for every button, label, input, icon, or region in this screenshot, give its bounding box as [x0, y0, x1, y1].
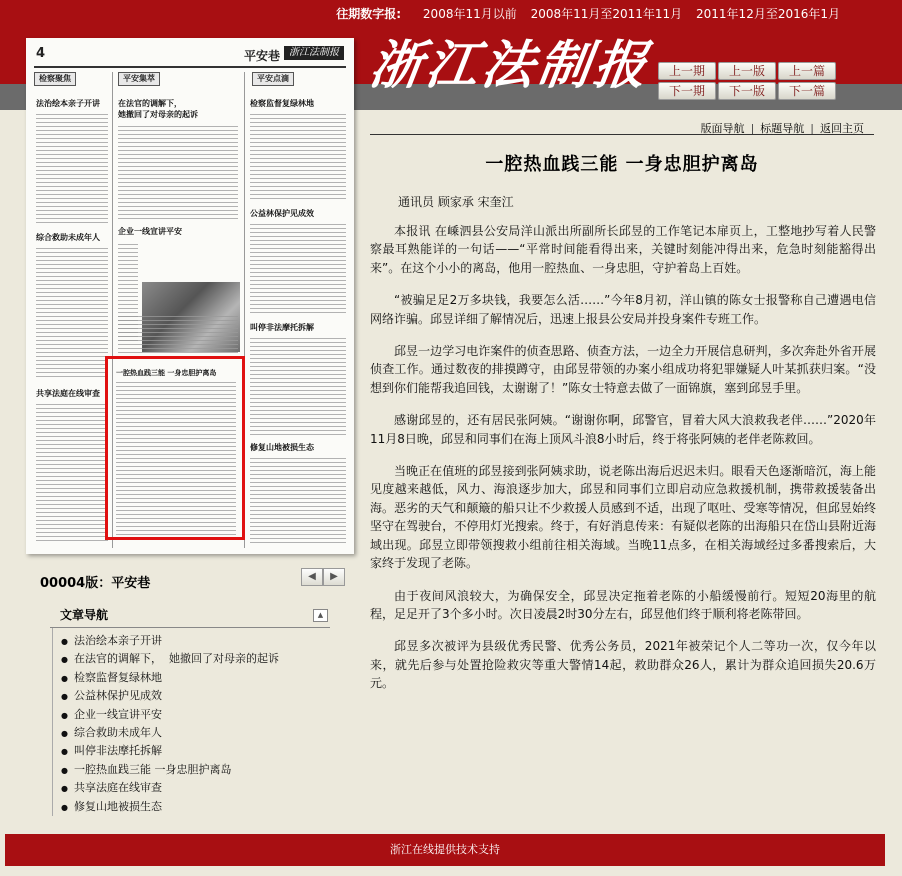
- bullet-icon: ●: [61, 802, 68, 812]
- prev-page-arrow-icon[interactable]: ◀: [301, 568, 323, 586]
- page-text-block: [250, 224, 346, 314]
- article-byline: 通讯员 顾家承 宋奎江: [398, 195, 514, 209]
- catalog-item[interactable]: ● 修复山地被损生态: [61, 799, 162, 813]
- current-article-highlight[interactable]: [105, 356, 245, 540]
- page-article-title[interactable]: 修复山地被损生态: [250, 443, 314, 452]
- article-paragraph: “被骗足足2万多块钱，我要怎么活……”今年8月初，洋山镇的陈女士报警称自己遭遇电信网络诈骗。邱昱详细了解情况后，迅速上报县公安局并投身案件专班工作。: [370, 293, 876, 326]
- bullet-icon: ●: [61, 673, 68, 683]
- prev-page-button[interactable]: 上一版: [718, 62, 776, 80]
- article-paragraph: 邱昱多次被评为县级优秀民警、优秀公务员，2021年被荣记个人二等功一次，仅今年以来，就先后参与处置抢险救灾等重大警情14起，救助群众26人，累计为群众追回损失20.6万元。: [370, 639, 876, 691]
- page-section-name: 平安巷: [243, 49, 280, 63]
- bullet-icon: ●: [61, 655, 68, 665]
- archive-bar: [0, 0, 902, 24]
- page-header: [34, 44, 346, 68]
- archive-label: 往期数字报:: [336, 7, 402, 21]
- catalog-item[interactable]: ● 一腔热血践三能 一身忠胆护离岛: [61, 762, 232, 776]
- page-article-title[interactable]: 检察监督复绿林地: [250, 99, 314, 108]
- collapse-icon[interactable]: ▲: [313, 609, 328, 622]
- home-link[interactable]: 返回主页: [820, 122, 864, 135]
- prev-article-button[interactable]: 上一篇: [778, 62, 836, 80]
- page-article-title[interactable]: 在法官的调解下， 她撤回了对母亲的起诉: [118, 99, 198, 119]
- page-text-block: [36, 114, 108, 224]
- page-article-title[interactable]: 叫停非法摩托拆解: [250, 323, 314, 332]
- bullet-icon: ●: [61, 765, 68, 775]
- bullet-icon: ●: [61, 692, 68, 702]
- archive-link-pre2008[interactable]: 2008年11月以前: [422, 7, 517, 21]
- catalog-item[interactable]: ● 检察监督复绿林地: [61, 670, 162, 684]
- page-tag: 平安点滴: [252, 72, 294, 86]
- page-article-title[interactable]: 企业一线宣讲平安: [118, 227, 182, 236]
- page-text-block: [36, 404, 108, 544]
- page-number: 4: [36, 46, 46, 61]
- article-body: [370, 222, 876, 707]
- page-article-title[interactable]: 综合救助未成年人: [36, 233, 100, 242]
- article-paragraph: 当晚正在值班的邱昱接到张阿姨求助，说老陈出海后迟迟未归。眼看天色逐渐暗沉，海上能见度越来越低，风力、海浪逐步加大，邱昱和同事们立即启动应急救援机制，携带救援装备出海。恶劣的天气和颠簸的船只让不少救援人员感到不适，出现了呕吐、受寒等情况，但邱昱始终坚守在驾驶台，不停用灯光搜索。终于，有好消息传来：有疑似老陈的出海船只在岱山县附近海域出现。邱昱立即带领搜救小组前往相关海域。当晚11点多，在相关海域经过多番搜索后，大家终于发现了老陈。: [370, 464, 876, 571]
- page-article-title[interactable]: 一腔热血践三能 一身忠胆护离岛: [116, 369, 217, 377]
- article-paragraph: 感谢邱昱的，还有居民张阿姨。“谢谢你啊，邱警官，冒着大风大浪救我老伴……”2020年11月8日晚，邱昱和同事们在海上顶风斗浪8小时后，终于将张阿姨的老伴老陈救回。: [370, 413, 876, 446]
- bullet-icon: ●: [61, 729, 68, 739]
- bullet-icon: ●: [61, 637, 68, 646]
- next-page-arrow-icon[interactable]: ▶: [323, 568, 345, 586]
- archive-link-2011-2016[interactable]: 2011年12月至2016年1月: [696, 7, 840, 21]
- masthead-logo: 浙江法制报: [365, 35, 655, 96]
- next-issue-button[interactable]: 下一期: [658, 82, 716, 100]
- page-article-title[interactable]: 法治绘本亲子开讲: [36, 99, 100, 108]
- title-nav-link[interactable]: 标题导航: [760, 122, 805, 135]
- catalog-item[interactable]: ● 公益林保护见成效: [61, 689, 162, 703]
- page-text-block: [118, 126, 238, 222]
- article-paragraph: 由于夜间风浪较大，为确保安全，邱昱决定拖着老陈的小船缓慢前行。短短20海里的航程，足足开了3个多小时。次日凌晨2时30分左右，邱昱他们终于顺利将老陈带回。: [370, 588, 876, 621]
- article-catalog: [50, 603, 330, 816]
- article-paragraph: 本报讯 在嵊泗县公安局洋山派出所副所长邱昱的工作笔记本扉页上，工整地抄写着人民警察最耳熟能详的一句话——“平常时间能看得出来，关键时刻能冲得出来，危急时刻能豁得出来”。在这个小小的离岛，他用一腔热血、一身忠胆，守护着岛上百姓。: [370, 224, 876, 275]
- catalog-item[interactable]: ● 法治绘本亲子开讲: [61, 634, 162, 647]
- divider: [370, 134, 874, 135]
- catalog-item[interactable]: ● 叫停非法摩托拆解: [61, 744, 162, 758]
- page-tag: 检察聚焦: [34, 72, 76, 86]
- page-tag: 平安集萃: [118, 72, 160, 86]
- catalog-item[interactable]: ● 综合救助未成年人: [61, 726, 162, 740]
- article-title: 一腔热血践三能 一身忠胆护离岛: [485, 154, 759, 175]
- catalog-heading: [50, 603, 330, 628]
- catalog-item[interactable]: ● 共享法庭在线审查: [61, 781, 162, 795]
- page-article-title[interactable]: 共享法庭在线审查: [36, 389, 100, 398]
- page-text-block: [250, 114, 346, 200]
- page-text-block: [118, 316, 238, 356]
- page-text-block: [250, 338, 346, 438]
- bullet-icon: ●: [61, 747, 68, 757]
- catalog-item[interactable]: ● 企业一线宣讲平安: [61, 707, 162, 721]
- catalog-item[interactable]: ● 在法官的调解下， 她撤回了对母亲的起诉: [61, 652, 279, 666]
- prev-issue-button[interactable]: 上一期: [658, 62, 716, 80]
- page-text-block: [36, 248, 108, 378]
- catalog-list: [52, 628, 330, 816]
- next-page-button[interactable]: 下一版: [718, 82, 776, 100]
- page-logo: 浙江法制报: [284, 46, 344, 60]
- layout-nav-link[interactable]: 版面导航: [700, 122, 745, 135]
- next-article-button[interactable]: 下一篇: [778, 82, 836, 100]
- bullet-icon: ●: [61, 784, 68, 794]
- page-text-block: [250, 458, 346, 544]
- edition-label: 00004版：平安巷: [40, 576, 151, 591]
- bullet-icon: ●: [61, 710, 68, 720]
- archive-link-2008-2011[interactable]: 2008年11月至2011年11月: [530, 7, 683, 21]
- page-article-title[interactable]: 公益林保护见成效: [250, 209, 314, 218]
- footer: 浙江在线提供技术支持: [5, 834, 885, 866]
- article-paragraph: 邱昱一边学习电诈案件的侦查思路、侦查方法，一边全力开展信息研判，多次奔赴外省开展侦查工作。通过数夜的排摸蹲守，由邱昱带领的办案小组成功将犯罪嫌疑人叶某抓获归案。“没想到你们能帮我追回钱，太谢谢了！”陈女士特意去做了一面锦旗，塞到邱昱手里。: [370, 344, 876, 395]
- catalog-heading-text: 文章导航: [60, 608, 109, 622]
